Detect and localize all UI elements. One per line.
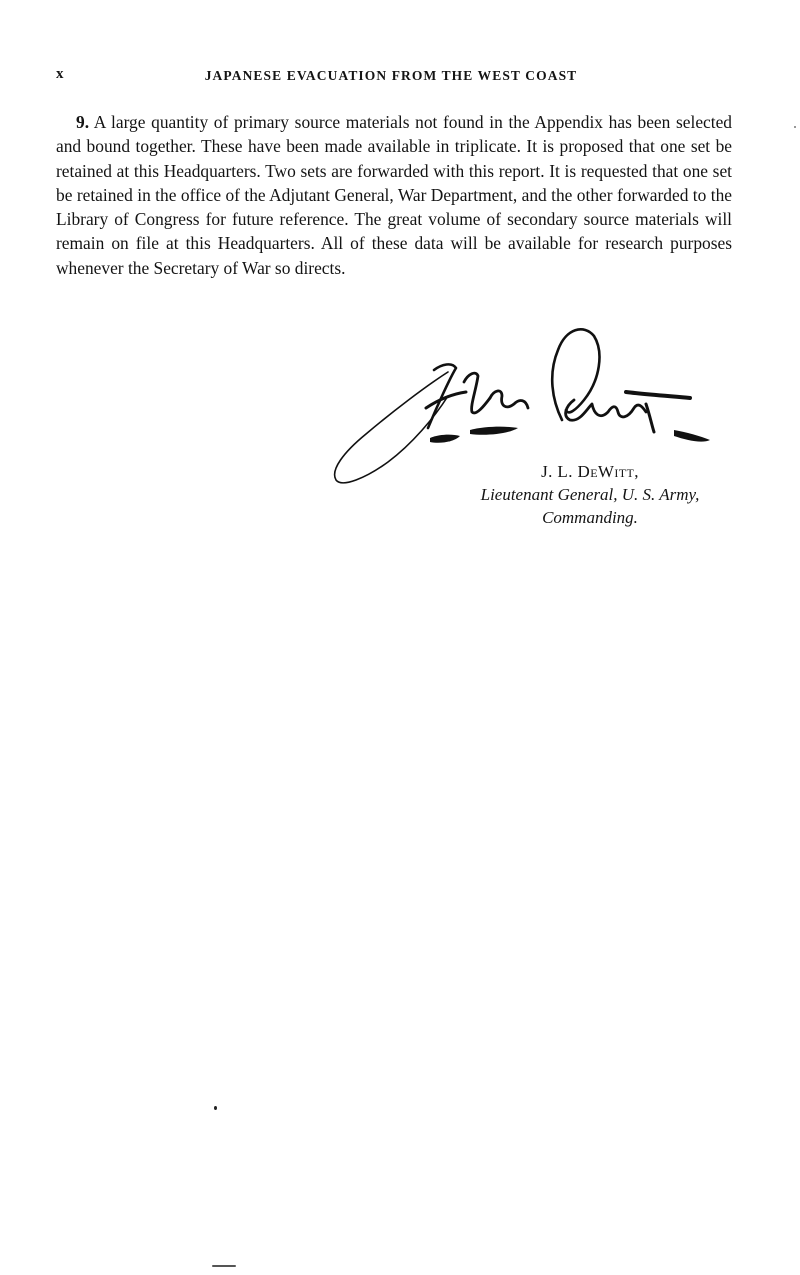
body-paragraph [56, 110, 732, 280]
scan-speck [212, 1265, 236, 1267]
signatory-name-suffix: , [634, 462, 639, 481]
signatory-role: Commanding. [542, 508, 638, 527]
scan-speck [794, 126, 796, 128]
paragraph-text: A large quantity of primary source materials not found in the Appendix has been selected and bound together. These have been made available in triplicate. It is proposed that one set be retained at this Headquarters. Two sets are forwarded with this report. It is requested that one set be retained in the office of the Adjutant General, War Department, and the other forwarded to the Library of Congress for future reference. The great volume of secondary source materials will remain on file at this Headquarters. All of these data will be available for research purposes whenever the Secretary of War so directs. [56, 112, 732, 278]
signatory-name [400, 460, 780, 483]
signatory-name-rest: eWitt [590, 462, 635, 481]
running-head: JAPANESE EVACUATION FROM THE WEST COAST [204, 68, 578, 83]
signature-block [400, 460, 780, 529]
signatory-name-initials: J. L. D [541, 462, 591, 481]
scan-speck [214, 1106, 217, 1110]
signatory-rank: Lieutenant General, U. S. Army, [480, 485, 700, 504]
paragraph-number: 9. [76, 112, 90, 132]
page-number: x [56, 66, 64, 82]
